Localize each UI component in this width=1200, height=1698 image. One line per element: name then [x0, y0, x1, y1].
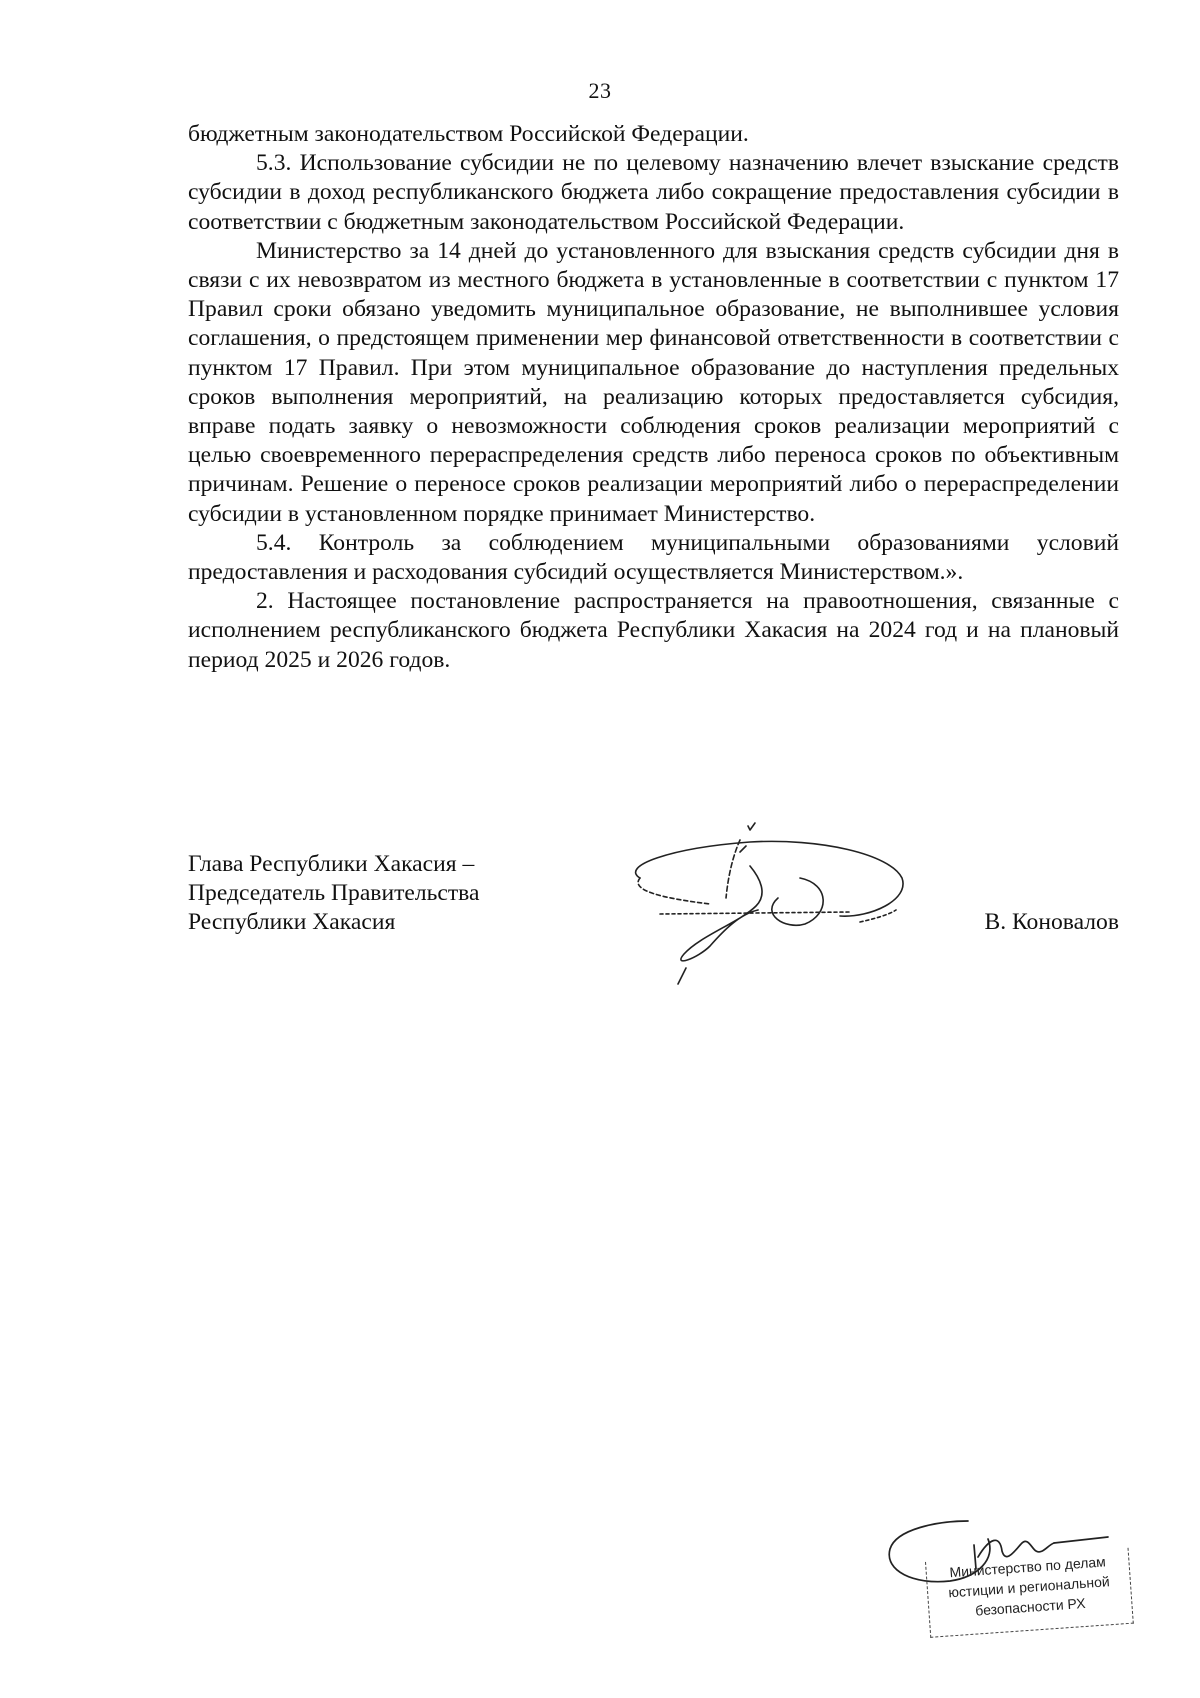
- stamp-line: юстиции и региональной: [947, 1573, 1111, 1601]
- signatory-title: [188, 850, 479, 938]
- paragraph-5-3: 5.3. Использование субсидии не по целевому назначению влечет взыскание средств субсидии в доход республиканского бюджета либо сокращение предоставления субсидии в соответствии с бюджетным законодательством Российской Федерации.: [188, 150, 1119, 235]
- signatory-title-line: Глава Республики Хакасия –: [188, 851, 475, 877]
- stamp-line: безопасности РХ: [974, 1594, 1087, 1619]
- paragraph-5-4: 5.4. Контроль за соблюдением муниципальными образованиями условий предоставления и расходования субсидий осуществляется Министерством.».: [188, 529, 1119, 586]
- paragraph-2: 2. Настоящее постановление распространяется на правоотношения, связанные с исполнением республиканского бюджета Республики Хакасия на 2024 год и на плановый период 2025 и 2026 годов.: [188, 588, 1119, 673]
- signatory-title-line: Председатель Правительства: [188, 880, 480, 907]
- signatory-name: В. Коновалов: [984, 909, 1119, 935]
- stamp-line: Министерство по делам: [948, 1553, 1107, 1581]
- signatory-title-line: Республики Хакасия: [188, 909, 396, 936]
- ministry-approval-stamp: [925, 1548, 1134, 1638]
- paragraph-ministry-notice: Министерство за 14 дней до установленного для взыскания средств субсидии дня в связи с их невозвратом из местного бюджета в установленные в соответствии с пунктом 17 Правил сроки обязано уведомить муниципальное образование, не выполнившее условия соглашения, о предстоящем применении мер финансовой ответственности в соответствии с пунктом 17 Правил. При этом муниципальное образование до наступления предельных сроков выполнения мероприятий, на реализацию которых предоставляется субсидия, вправе подать заявку о невозможности соблюдения сроков реализации мероприятий с целью своевременного перераспределения средств либо переноса сроков по объективным причинам. Решение о переносе сроков реализации мероприятий либо о перераспределении субсидии в установленном порядке принимает Министерство.: [188, 237, 1119, 527]
- paragraph-continuation: бюджетным законодательством Российской Федерации.: [188, 121, 749, 147]
- page-number: 23: [588, 78, 612, 103]
- handwritten-signature: [600, 818, 920, 988]
- document-body: [188, 120, 1119, 675]
